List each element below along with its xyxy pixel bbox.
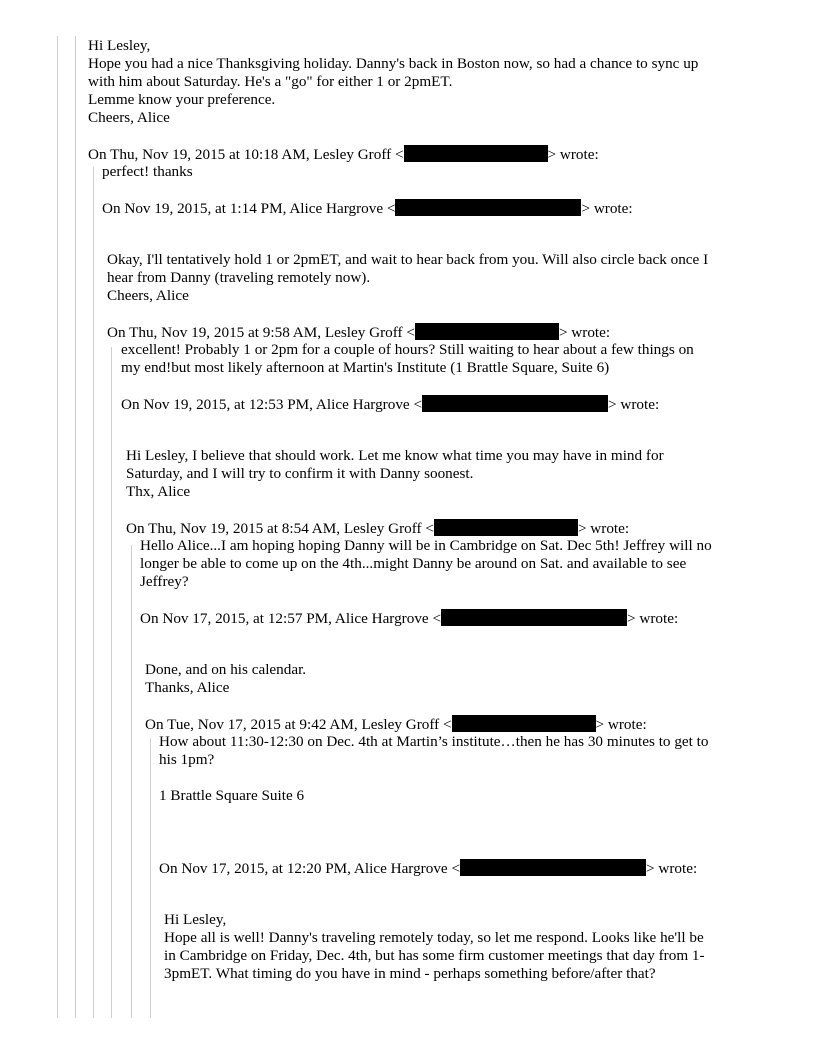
header-text: On Nov 17, 2015, at 12:57 PM, Alice Hargrove < bbox=[140, 610, 442, 627]
msg9-line1: Hi Lesley, bbox=[164, 911, 227, 928]
redacted-email bbox=[452, 715, 596, 732]
msg4-line2: my end!but most likely afternoon at Martin's Institute (1 Brattle Square, Suite 6) bbox=[121, 359, 610, 376]
msg9-line4: 3pmET. What timing do you have in mind - perhaps something before/after that? bbox=[164, 965, 656, 982]
redacted-email bbox=[441, 609, 627, 626]
quote-bar-6 bbox=[150, 738, 151, 1018]
header-wrote: > wrote: bbox=[595, 716, 647, 733]
msg1-line2: Hope you had a nice Thanksgiving holiday. Danny's back in Boston now, so had a chance to sync up bbox=[88, 55, 699, 72]
msg9-line2: Hope all is well! Danny's traveling remotely today, so let me respond. Looks like he'll be bbox=[164, 929, 704, 946]
msg6-line3: Jeffrey? bbox=[140, 573, 189, 590]
header-wrote: > wrote: bbox=[608, 396, 660, 413]
msg8-line2: his 1pm? bbox=[159, 751, 215, 768]
header-text: On Nov 19, 2015, at 12:53 PM, Alice Hargrove < bbox=[121, 396, 423, 413]
reply-header-7 bbox=[145, 715, 647, 734]
reply-header-5 bbox=[126, 519, 629, 538]
msg1-line3: with him about Saturday. He's a "go" for either 1 or 2pmET. bbox=[88, 73, 453, 90]
header-wrote: > wrote: bbox=[547, 146, 599, 163]
msg2-line1: perfect! thanks bbox=[102, 163, 193, 180]
msg5-line3: Thx, Alice bbox=[126, 483, 191, 500]
header-wrote: > wrote: bbox=[646, 860, 698, 877]
redacted-email bbox=[422, 395, 608, 412]
redacted-email bbox=[434, 519, 578, 536]
quote-bar-3 bbox=[93, 167, 94, 1018]
header-text: On Tue, Nov 17, 2015 at 9:42 AM, Lesley Groff < bbox=[145, 716, 452, 733]
quote-bar-1 bbox=[57, 36, 58, 1018]
redacted-email bbox=[415, 323, 559, 340]
header-text: On Nov 19, 2015, at 1:14 PM, Alice Hargrove < bbox=[102, 200, 396, 217]
quote-bar-2 bbox=[75, 36, 76, 1018]
msg1-line1: Hi Lesley, bbox=[88, 37, 151, 54]
header-text: On Thu, Nov 19, 2015 at 9:58 AM, Lesley Groff < bbox=[107, 324, 415, 341]
header-wrote: > wrote: bbox=[627, 610, 679, 627]
header-text: On Nov 17, 2015, at 12:20 PM, Alice Hargrove < bbox=[159, 860, 461, 877]
msg7-line2: Thanks, Alice bbox=[145, 679, 230, 696]
quote-bar-4 bbox=[111, 347, 112, 1018]
quote-bar-5 bbox=[131, 545, 132, 1018]
header-wrote: > wrote: bbox=[581, 200, 633, 217]
msg1-line5: Cheers, Alice bbox=[88, 109, 170, 126]
msg4-line1: excellent! Probably 1 or 2pm for a couple of hours? Still waiting to hear about a few things on bbox=[121, 341, 694, 358]
reply-header-4 bbox=[121, 395, 659, 414]
msg7-line1: Done, and on his calendar. bbox=[145, 661, 307, 678]
reply-header-8 bbox=[159, 859, 697, 878]
header-wrote: > wrote: bbox=[577, 520, 630, 537]
reply-header-1 bbox=[88, 145, 599, 164]
redacted-email bbox=[460, 859, 646, 876]
redacted-email bbox=[404, 145, 548, 162]
msg8-line3: 1 Brattle Square Suite 6 bbox=[159, 787, 305, 804]
reply-header-2 bbox=[102, 199, 633, 218]
msg5-line1: Hi Lesley, I believe that should work. Let me know what time you may have in mind for bbox=[126, 447, 664, 464]
header-text: On Thu, Nov 19, 2015 at 10:18 AM, Lesley Groff < bbox=[88, 146, 404, 163]
msg1-line4: Lemme know your preference. bbox=[88, 91, 276, 108]
reply-header-3 bbox=[107, 323, 610, 342]
msg5-line2: Saturday, and I will try to confirm it with Danny soonest. bbox=[126, 465, 474, 482]
redacted-email bbox=[395, 199, 581, 216]
header-wrote: > wrote: bbox=[558, 324, 611, 341]
msg6-line2: longer be able to come up on the 4th...might Danny be around on Sat. and available to see bbox=[140, 555, 687, 572]
msg3-line2: hear from Danny (traveling remotely now). bbox=[107, 269, 371, 286]
msg3-line3: Cheers, Alice bbox=[107, 287, 189, 304]
header-text: On Thu, Nov 19, 2015 at 8:54 AM, Lesley Groff < bbox=[126, 520, 434, 537]
msg6-line1: Hello Alice...I am hoping hoping Danny will be in Cambridge on Sat. Dec 5th! Jeffrey will no bbox=[140, 537, 712, 554]
reply-header-6 bbox=[140, 609, 678, 628]
msg3-line1: Okay, I'll tentatively hold 1 or 2pmET, and wait to hear back from you. Will also circle back once I bbox=[107, 251, 709, 268]
msg8-line1: How about 11:30-12:30 on Dec. 4th at Martin’s institute…then he has 30 minutes to get to bbox=[159, 733, 709, 750]
msg9-line3: in Cambridge on Friday, Dec. 4th, but has some firm customer meetings that day from 1- bbox=[164, 947, 705, 964]
